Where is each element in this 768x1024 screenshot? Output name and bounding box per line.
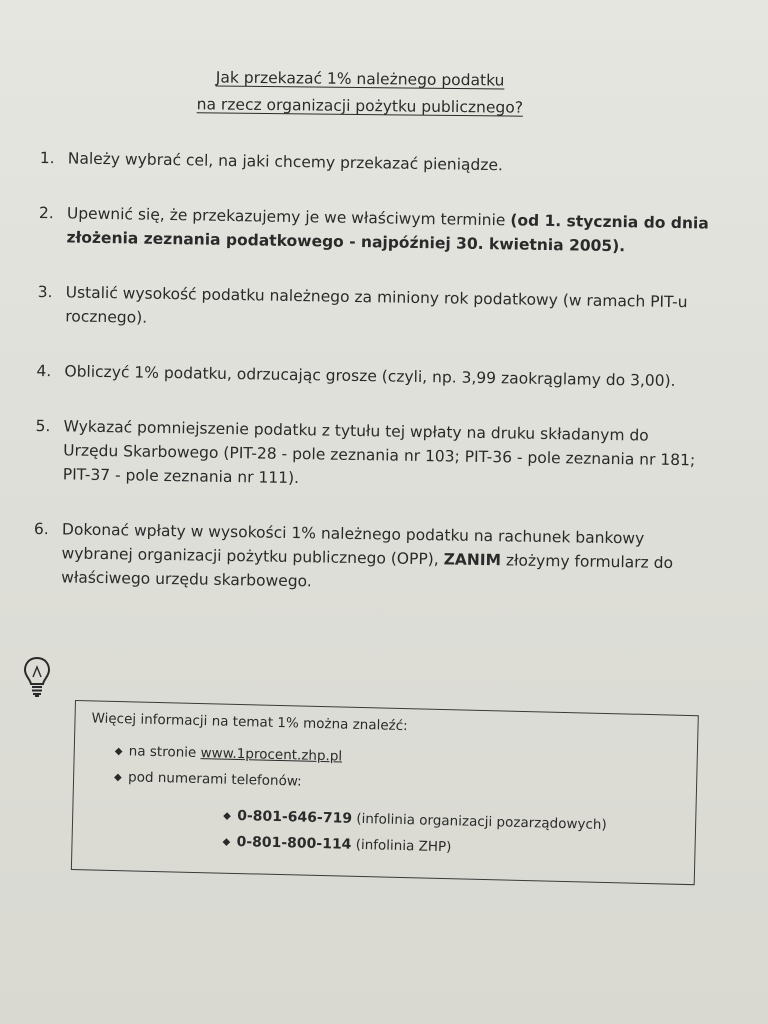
bullet-icon: ◆: [113, 771, 122, 784]
step-number: 3.: [37, 282, 53, 302]
step-text: Należy wybrać cel, na jaki chcemy przekazać pieniądze.: [67, 149, 504, 175]
phone-description: (infolinia organizacji pozarządowych): [351, 810, 607, 834]
step-text-end: złożymy formularz do właściwego urzędu skarbowego.: [61, 551, 674, 591]
website-label: na stronie: [128, 743, 201, 762]
website-link[interactable]: www.1procent.zhp.pl: [200, 745, 343, 765]
step-3: [37, 280, 708, 339]
step-text: Upewnić się, że przekazujemy je we właściwym terminie: [66, 204, 511, 230]
bullet-icon: ◆: [222, 836, 231, 848]
bullet-icon: ◆: [114, 745, 123, 758]
phones-label: pod numerami telefonów:: [127, 769, 302, 790]
info-phones-row: [114, 766, 302, 794]
info-website-row: [114, 740, 342, 769]
info-heading: Więcej informacji na temat 1% można znaleźć:: [91, 710, 408, 735]
step-2: [38, 201, 709, 260]
step-1: [40, 146, 710, 181]
step-text: Wykazać pomniejszenie podatku z tytułu tej wpłaty na druku składanym do Urzędu Skarbowego (PIT-28 - pole zeznania nr 103; PIT-36 - pole zeznania nr 181; PIT-37 - pole zeznania nr 111).: [62, 417, 696, 488]
phone-row-2: [222, 831, 451, 860]
step-text: Obliczyć 1% podatku, odrzucając grosze (czyli, np. 3,99 zaokrąglamy do 3,00).: [64, 362, 676, 391]
page-title: [150, 64, 571, 122]
step-text-bold: (od 1. stycznia do dnia złożenia zeznania podatkowego - najpóźniej 30. kwietnia 2005).: [66, 211, 709, 256]
step-4: [36, 359, 706, 394]
title-line-2: na rzecz organizacji pożytku publicznego?: [196, 95, 524, 117]
step-text: Dokonać wpłaty w wysokości 1% należnego podatku na rachunek bankowy wybranej organizacji pożytku publicznego (OPP),: [61, 520, 645, 569]
title-line-1: Jak przekazać 1% należnego podatku: [215, 68, 505, 90]
step-number: 4.: [36, 361, 52, 381]
info-box: [71, 700, 699, 885]
step-5: [35, 414, 706, 497]
phone-number: 0-801-800-114: [236, 833, 352, 853]
step-number: 6.: [33, 519, 49, 539]
step-number: 5.: [35, 416, 51, 436]
bullet-icon: ◆: [223, 810, 232, 822]
lightbulb-icon: [22, 655, 52, 699]
step-text-bold: ZANIM: [443, 550, 502, 570]
step-6: [33, 517, 704, 600]
steps-list: [33, 146, 710, 630]
phone-number: 0-801-646-719: [237, 808, 353, 827]
step-number: 2.: [38, 203, 54, 223]
phone-description: (infolinia ZHP): [351, 836, 452, 856]
step-number: 1.: [39, 148, 55, 168]
step-text: Ustalić wysokość podatku należnego za miniony rok podatkowy (w ramach PIT-u rocznego).: [65, 283, 688, 327]
